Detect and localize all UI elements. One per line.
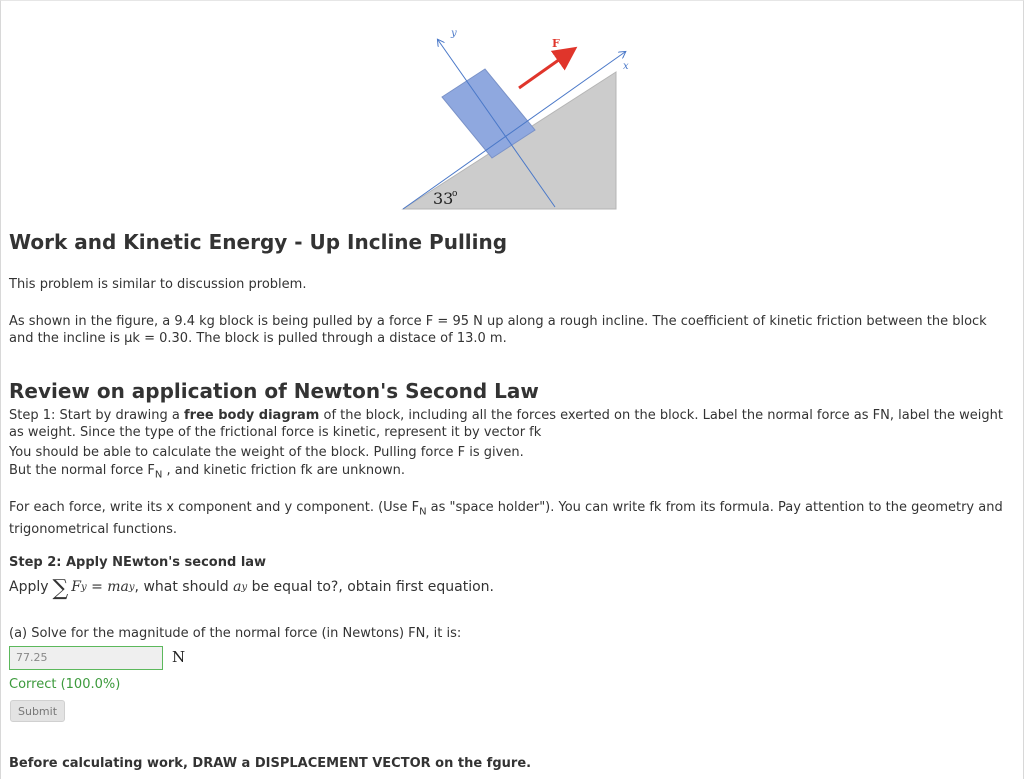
unknown-a: But the normal force F [9, 463, 155, 478]
answer-input[interactable]: 77.25 [9, 646, 163, 670]
question-a-prompt: (a) Solve for the magnitude of the normal force (in Newtons) FN, it is: [9, 626, 462, 641]
step1-text [9, 407, 1009, 441]
components-b: as "space holder"). You can write fk from its formula. Pay attention to the geometry and trigonometrical functions. [9, 500, 1003, 537]
angle-degree: o [452, 189, 458, 199]
apply-F: F [71, 579, 81, 595]
angle-label: 33 [433, 189, 454, 208]
weight-line: You should be able to calculate the weight of the block. Pulling force F is given. [9, 445, 524, 460]
components-text [9, 499, 1009, 538]
apply-ma: ma [107, 579, 129, 595]
apply-tail: be equal to?, obtain first equation. [247, 579, 494, 595]
force-arrow [519, 52, 570, 88]
apply-F-sub: y [80, 581, 87, 593]
submit-button[interactable]: Submit [10, 700, 65, 722]
status-correct: Correct (100.0%) [9, 677, 121, 692]
apply-word: Apply [9, 579, 49, 595]
y-axis-label: y [451, 28, 457, 39]
unknown-b: , and kinetic friction fk are unknown. [162, 463, 406, 478]
page-title: Work and Kinetic Energy - Up Incline Pulling [9, 230, 508, 254]
apply-eq: = [86, 579, 108, 595]
x-axis-label: x [623, 61, 629, 72]
apply-equation [9, 574, 494, 600]
problem-text: As shown in the figure, a 9.4 kg block is being pulled by a force F = 95 N up along a rough incline. The coefficient of kinetic friction between the block and the incline is μk = 0.30. The block is pulled through a distace of 13.0 m. [9, 314, 987, 346]
sigma-symbol: ∑ [52, 575, 69, 601]
apply-a-sub: y [241, 581, 248, 593]
unknown-line [9, 462, 405, 484]
unknown-sub: N [154, 469, 163, 481]
intro-text: This problem is similar to discussion problem. [9, 277, 307, 292]
step1-suffix: of the block, including all the forces exerted on the block. Label the normal force as FN, label the weight as weight. Since the type of the frictional force is kinetic, represent it by vector fk [9, 408, 1004, 440]
review-heading: Review on application of Newton's Second Law [9, 379, 539, 403]
step1-prefix: Step 1: Start by drawing a [9, 408, 185, 423]
incline-figure [395, 22, 655, 217]
apply-mid: , what should [134, 579, 234, 595]
force-label: F [552, 37, 560, 50]
components-a: For each force, write its x component and y component. (Use F [9, 500, 420, 515]
step1-bold: free body diagram [184, 408, 320, 423]
before-work-text: Before calculating work, DRAW a DISPLACEMENT VECTOR on the fgure. [9, 756, 532, 771]
answer-unit: N [172, 648, 186, 666]
components-sub: N [419, 506, 427, 518]
step2-heading: Step 2: Apply NEwton's second law [9, 555, 267, 570]
apply-ma-sub: y [128, 581, 135, 593]
apply-a: a [233, 579, 242, 595]
